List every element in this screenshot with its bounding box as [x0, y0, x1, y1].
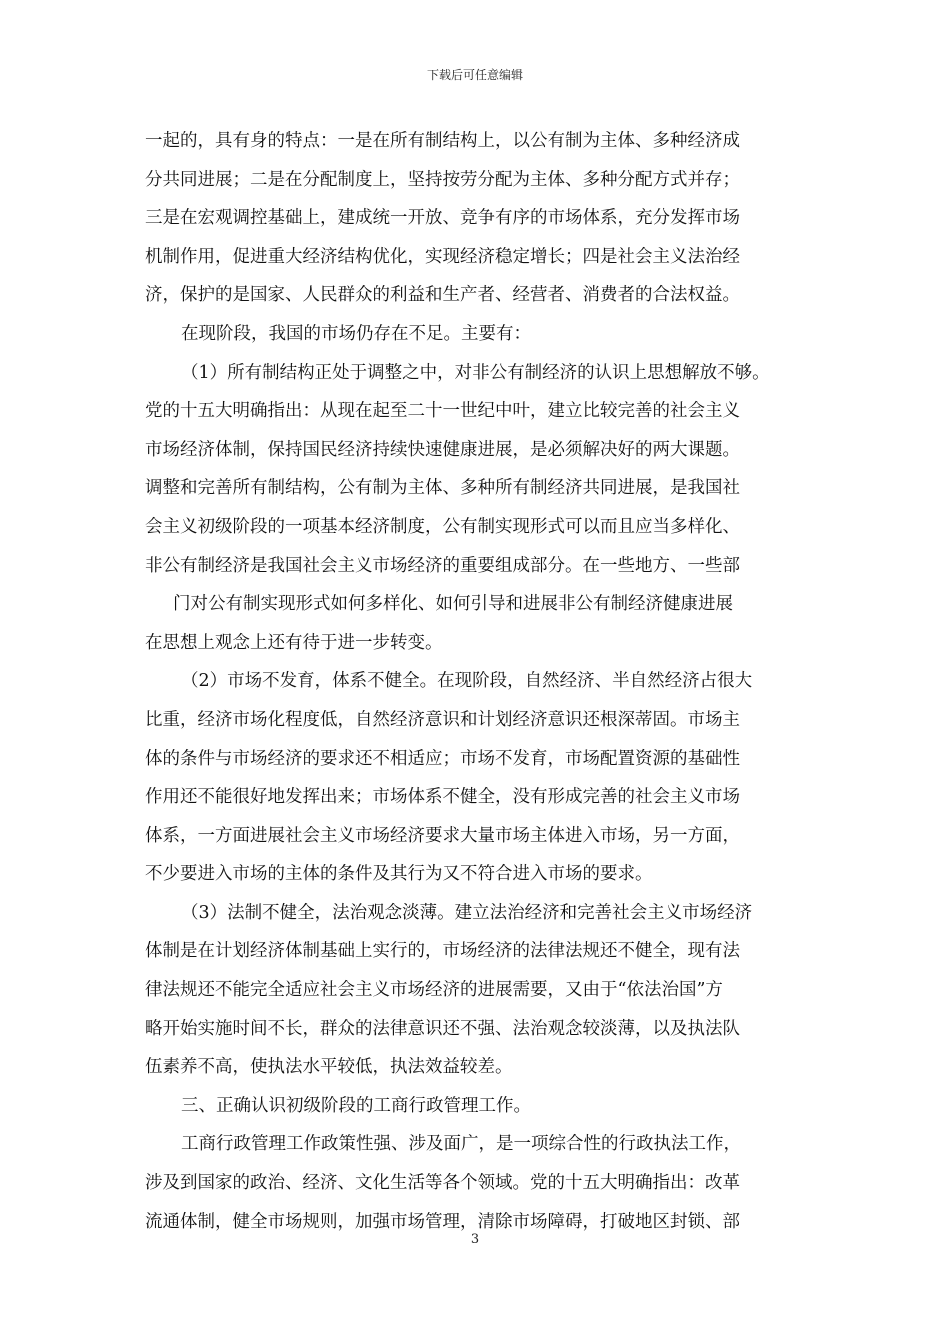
text-line: 济，保护的是国家、人民群众的利益和生产者、经营者、消费者的合法权益。 — [145, 285, 740, 306]
text-line: 伍素养不高，使执法水平较低，执法效益较差。 — [145, 1057, 513, 1078]
text-line: 门对公有制实现形式如何多样化、如何引导和进展非公有制经济健康进展 — [173, 594, 733, 615]
text-line: 体的条件与市场经济的要求还不相适应；市场不发育，市场配置资源的基础性 — [145, 748, 740, 769]
text-line: 工商行政管理工作政策性强、涉及面广，是一项综合性的行政执法工作， — [181, 1134, 741, 1155]
text-line: 分共同进展；二是在分配制度上，坚持按劳分配为主体、多种分配方式并存； — [145, 169, 740, 190]
text-line: 在现阶段，我国的市场仍存在不足。主要有： — [181, 323, 531, 344]
text-line: 体系，一方面进展社会主义市场经济要求大量市场主体进入市场，另一方面， — [145, 825, 740, 846]
text-line: 会主义初级阶段的一项基本经济制度，公有制实现形式可以而且应当多样化、 — [145, 516, 740, 537]
text-line: 在思想上观念上还有待于进一步转变。 — [145, 632, 443, 653]
text-line: 体制是在计划经济体制基础上实行的，市场经济的法律法规还不健全，现有法 — [145, 941, 740, 962]
text-line: 作用还不能很好地发挥出来；市场体系不健全，没有形成完善的社会主义市场 — [145, 787, 740, 808]
text-line: 律法规还不能完全适应社会主义市场经济的进展需要，又由于“依法治国”方 — [145, 980, 723, 1001]
text-line: 比重，经济市场化程度低，自然经济意识和计划经济意识还根深蒂固。市场主 — [145, 709, 740, 730]
text-line: 不少要进入市场的主体的条件及其行为又不符合进入市场的要求。 — [145, 864, 653, 885]
text-line: 非公有制经济是我国社会主义市场经济的重要组成部分。在一些地方、一些部 — [145, 555, 740, 576]
text-line: 一起的，具有身的特点：一是在所有制结构上，以公有制为主体、多种经济成 — [145, 131, 740, 151]
page-header: 下载后可任意编辑 — [426, 68, 523, 82]
text-line: 略开始实施时间不长，群众的法律意识还不强、法治观念较淡薄，以及执法队 — [145, 1018, 740, 1039]
text-line: 党的十五大明确指出：从现在起至二十一世纪中叶，建立比较完善的社会主义 — [145, 401, 740, 422]
section-heading: 三、正确认识初级阶段的工商行政管理工作。 — [181, 1095, 531, 1116]
text-line: 市场经济体制，保持国民经济持续快速健康进展，是必须解决好的两大课题。 — [145, 439, 740, 460]
body-text — [145, 122, 810, 1241]
text-line: （2）市场不发育，体系不健全。在现阶段，自然经济、半自然经济占很大 — [181, 671, 753, 692]
text-line: （1）所有制结构正处于调整之中，对非公有制经济的认识上思想解放不够。 — [181, 362, 770, 383]
text-line: 流通体制，健全市场规则，加强市场管理，清除市场障碍，打破地区封锁、部 — [145, 1211, 740, 1232]
text-line: （3）法制不健全，法治观念淡薄。建立法治经济和完善社会主义市场经济 — [181, 902, 753, 923]
text-line: 三是在宏观调控基础上，建成统一开放、竞争有序的市场体系，充分发挥市场 — [145, 208, 740, 229]
text-line: 调整和完善所有制结构，公有制为主体、多种所有制经济共同进展，是我国社 — [145, 478, 740, 499]
page-number: 3 — [470, 1232, 480, 1247]
text-line: 涉及到国家的政治、经济、文化生活等各个领域。党的十五大明确指出：改革 — [145, 1173, 740, 1194]
text-line: 机制作用，促进重大经济结构优化，实现经济稳定增长；四是社会主义法治经 — [145, 246, 740, 267]
